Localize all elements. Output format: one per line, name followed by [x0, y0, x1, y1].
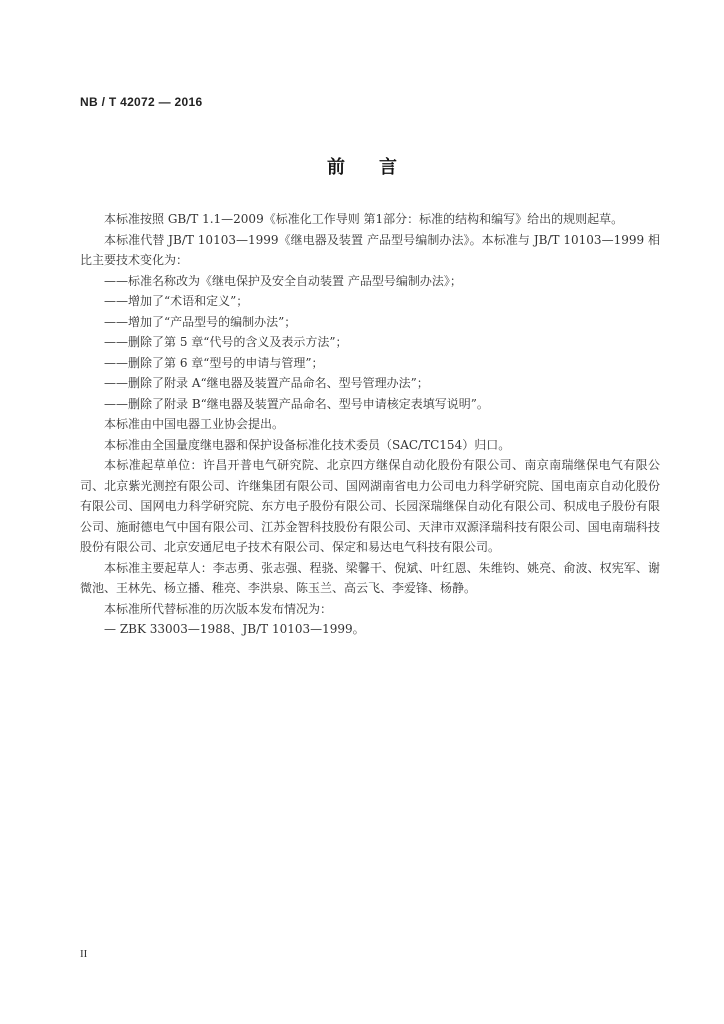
paragraph-committee: 本标准由全国量度继电器和保护设备标准化技术委员（SAC/TC154）归口。 — [104, 437, 511, 452]
page-number: II — [80, 948, 88, 960]
standard-number-header: NB / T 42072 — 2016 — [80, 95, 203, 109]
paragraph-history-intro: 本标准所代替标准的历次版本发布情况为： — [104, 601, 333, 616]
page-title: 前言 — [327, 157, 431, 178]
change-item: ——标准名称改为《继电保护及安全自动装置 产品型号编制办法》； — [104, 273, 462, 288]
change-item: ——增加了“术语和定义”； — [104, 294, 249, 308]
change-item: ——删除了附录 B“继电器及装置产品命名、型号申请核定表填写说明”。 — [104, 396, 489, 411]
change-item: ——删除了第 6 章“型号的申请与管理”； — [104, 355, 324, 370]
change-item: ——增加了“产品型号的编制办法”； — [104, 314, 297, 329]
change-item: ——删除了第 5 章“代号的含义及表示方法”； — [104, 335, 348, 349]
paragraph-replacement: 本标准代替 JB/T 10103—1999《继电器及装置 产品型号编制办法》。本标准与 JB/T 10103—1999 相比主要技术变化为： — [80, 232, 660, 267]
history-item: — ZBK 33003—1988、JB/T 10103—1999。 — [104, 622, 365, 636]
paragraph-proposer: 本标准由中国电器工业协会提出。 — [104, 417, 285, 431]
paragraph-drafters: 本标准主要起草人：李志勇、张志强、程骁、梁馨干、倪斌、叶红恩、朱维钧、姚亮、俞波、权宪军、谢微池、王林先、杨立播、稚亮、李洪泉、陈玉兰、高云飞、李爱锋、杨静。 — [80, 560, 660, 595]
foreword-body — [80, 209, 660, 640]
changes-list — [80, 271, 660, 415]
paragraph-drafting-units: 本标准起草单位：许昌开普电气研究院、北京四方继保自动化股份有限公司、南京南瑞继保电气有限公司、北京紫光测控有限公司、许继集团有限公司、国网湖南省电力公司电力科学研究院、国电南京自动化股份有限公司、国网电力科学研究院、东方电子股份有限公司、长园深瑞继保自动化有限公司、积成电子股份有限公司、施耐德电气中国有限公司、江苏金智科技股份有限公司、天津市双源泽瑞科技有限公司、国电南瑞科技股份有限公司、北京安通尼电子技术有限公司、保定和易达电气科技有限公司。 — [80, 458, 660, 554]
paragraph-drafting-rules: 本标准按照 GB/T 1.1—2009《标准化工作导则 第1部分：标准的结构和编写》给出的规则起草。 — [104, 212, 624, 226]
change-item: ——删除了附录 A“继电器及装置产品命名、型号管理办法”； — [104, 376, 429, 390]
